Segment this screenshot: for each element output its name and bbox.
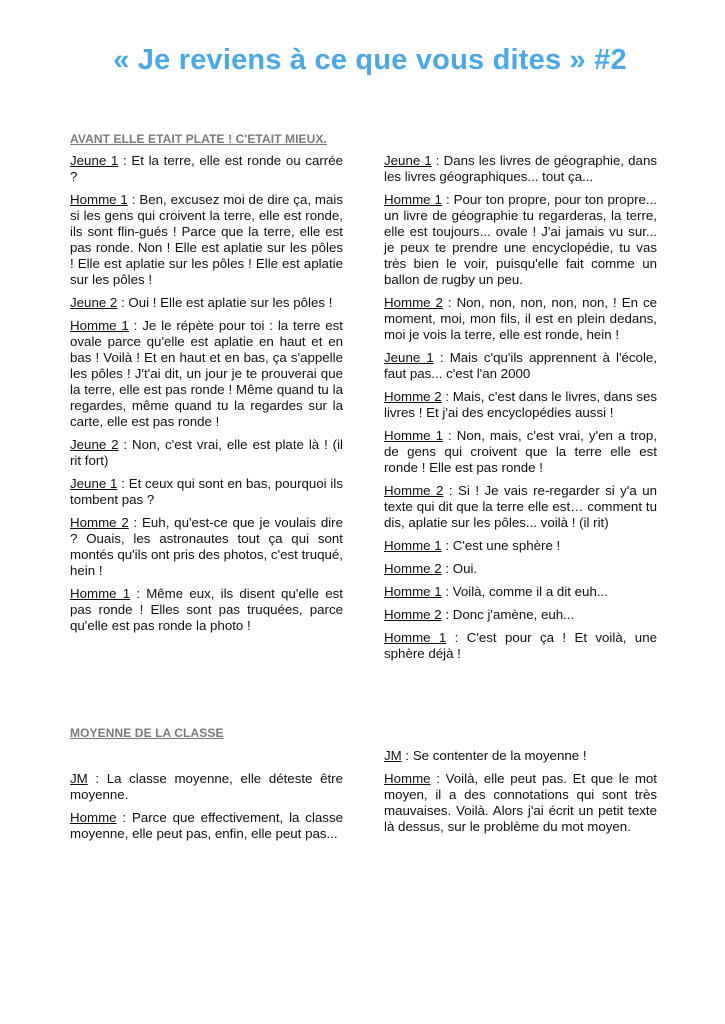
dialogue-text: : Oui. — [441, 561, 478, 576]
dialogue-text: : La classe moyenne, elle déteste être moyenne. — [70, 771, 343, 802]
dialogue-text: : Voilà, elle peut pas. Et que le mot moyen, il a des connotations qui sont très mauvaises. Voilà. Alors j'ai écrit un petit texte là dessus, sur le problème du mot moyen. — [384, 771, 657, 834]
dialogue-text: : Même eux, ils disent qu'elle est pas ronde ! Elles sont pas truquées, parce qu'elle est pas ronde la photo ! — [70, 586, 344, 633]
speaker-name: Homme 2 — [384, 607, 442, 622]
dialogue-line — [384, 584, 657, 600]
dialogue-text: : Si ! Je vais re-regarder si y'a un texte qui dit que la terre elle est… comment tu dis, aplatie sur les pôles... voilà ! (il rit) — [384, 483, 658, 530]
dialogue-text: : Et ceux qui sont en bas, pourquoi ils tombent pas ? — [70, 476, 343, 507]
speaker-name: Homme 1 — [384, 538, 442, 553]
dialogue-line — [384, 771, 657, 835]
dialogue-line — [384, 153, 657, 185]
dialogue-text: : Parce que effectivement, la classe moyenne, elle peut pas, enfin, elle peut pas... — [70, 810, 343, 841]
dialogue-line — [384, 350, 657, 382]
dialogue-text: : Oui ! Elle est aplatie sur les pôles ! — [117, 295, 333, 310]
speaker-name: Jeune 2 — [70, 295, 118, 310]
section-heading-plate: AVANT ELLE ETAIT PLATE ! C'ETAIT MIEUX. — [70, 132, 327, 146]
dialogue-line — [384, 607, 657, 623]
dialogue-text: : Non, c'est vrai, elle est plate là ! (il rit fort) — [70, 437, 343, 468]
dialogue-text: : Se contenter de la moyenne ! — [401, 748, 587, 763]
dialogue-text: : Ben, excusez moi de dire ça, mais si les gens qui croivent la terre, elle est ronde, ils sont flin-gués ! Parce que la terre, elle est pas ronde. Non ! Elle est aplatie sur les pôles ! Elle est aplatie sur les pôles ! Elle est aplatie sur les pôles ! — [70, 192, 343, 287]
speaker-name: Homme 2 — [384, 389, 442, 404]
dialogue-text: : Dans les livres de géographie, dans les livres géographiques... tout ça... — [384, 153, 657, 184]
dialogue-line — [70, 295, 343, 311]
dialogue-line — [70, 476, 343, 508]
speaker-name: Homme 2 — [384, 295, 443, 310]
page-title: « Je reviens à ce que vous dites » #2 — [113, 44, 627, 76]
speaker-name: Homme 2 — [384, 561, 442, 576]
dialogue-line — [70, 586, 343, 634]
speaker-name: Jeune 1 — [384, 153, 432, 168]
speaker-name: Homme — [384, 771, 431, 786]
dialogue-text: : Mais c'qu'ils apprennent à l'école, faut pas... c'est l'an 2000 — [384, 350, 657, 381]
speaker-name: JM — [70, 771, 88, 786]
dialogue-text: : Non, mais, c'est vrai, y'en a trop, de gens qui croivent que la terre elle est ronde ! Elle est pas ronde ! — [384, 428, 657, 475]
dialogue-line — [384, 748, 657, 764]
speaker-name: Homme 1 — [384, 192, 442, 207]
speaker-name: Homme 1 — [70, 318, 129, 333]
speaker-name: Homme 1 — [384, 428, 443, 443]
dialogue-line — [70, 318, 343, 430]
speaker-name: JM — [384, 748, 402, 763]
dialogue-text: : Mais, c'est dans le livres, dans ses livres ! Et j'ai des encyclopédies aussi ! — [384, 389, 658, 420]
dialogue-text: : Euh, qu'est-ce que je voulais dire ? Ouais, les astronautes tout ça qui sont montés qu'ils ont pris des photos, c'est truqué, hein ! — [70, 515, 344, 578]
section1-right-column — [384, 153, 657, 669]
dialogue-text: : C'est une sphère ! — [441, 538, 561, 553]
section2-left-column — [70, 771, 343, 849]
speaker-name: Homme 1 — [70, 586, 131, 601]
section-heading-moyenne: MOYENNE DE LA CLASSE — [70, 726, 224, 740]
dialogue-text: : Voilà, comme il a dit euh... — [441, 584, 608, 599]
dialogue-text: : Donc j'amène, euh... — [441, 607, 575, 622]
dialogue-line — [384, 295, 657, 343]
dialogue-line — [70, 771, 343, 803]
speaker-name: Jeune 1 — [70, 153, 119, 168]
dialogue-text: : C'est pour ça ! Et voilà, une sphère déjà ! — [384, 630, 657, 661]
dialogue-text: : Et la terre, elle est ronde ou carrée ? — [70, 153, 343, 184]
speaker-name: Jeune 1 — [384, 350, 434, 365]
section2-right-column — [384, 748, 657, 842]
speaker-name: Homme 1 — [384, 584, 442, 599]
dialogue-line — [384, 538, 657, 554]
speaker-name: Homme 2 — [384, 483, 444, 498]
dialogue-line — [384, 630, 657, 662]
dialogue-line — [384, 483, 657, 531]
dialogue-line — [70, 810, 343, 842]
dialogue-line — [70, 192, 343, 288]
dialogue-text: : Non, non, non, non, non, ! En ce moment, moi, mon fils, il est en plein dedans, moi je vois la terre, elle est ronde, hein ! — [384, 295, 657, 342]
speaker-name: Homme — [70, 810, 117, 825]
speaker-name: Jeune 2 — [70, 437, 119, 452]
speaker-name: Homme 1 — [70, 192, 128, 207]
dialogue-line — [384, 561, 657, 577]
dialogue-line — [384, 192, 657, 288]
speaker-name: Homme 2 — [70, 515, 129, 530]
dialogue-line — [384, 389, 657, 421]
dialogue-line — [70, 515, 343, 579]
dialogue-line — [70, 153, 343, 185]
speaker-name: Homme 1 — [384, 630, 447, 645]
dialogue-line — [384, 428, 657, 476]
dialogue-line — [70, 437, 343, 469]
dialogue-text: : Pour ton propre, pour ton propre... un livre de géographie tu regarderas, la terre, elle est toujours... ovale ! J'ai jamais vu sur... je peux te prendre une encyclopédie, tu vas très bien le voir, puisqu'elle fait comme un ballon de rugby un peu. — [384, 192, 658, 287]
dialogue-text: : Je le répète pour toi : la terre est ovale parce qu'elle est aplatie en haut et en bas ! Voilà ! Et en haut et en bas, ça s'appelle les pôles ! J't'ai dit, un jour je te prouverai que la terre, elle est pas ronde ! Même quand tu la regardes, même quand tu la regardes sur la carte, elle est pas ronde ! — [70, 318, 344, 429]
speaker-name: Jeune 1 — [70, 476, 118, 491]
section1-left-column — [70, 153, 343, 641]
